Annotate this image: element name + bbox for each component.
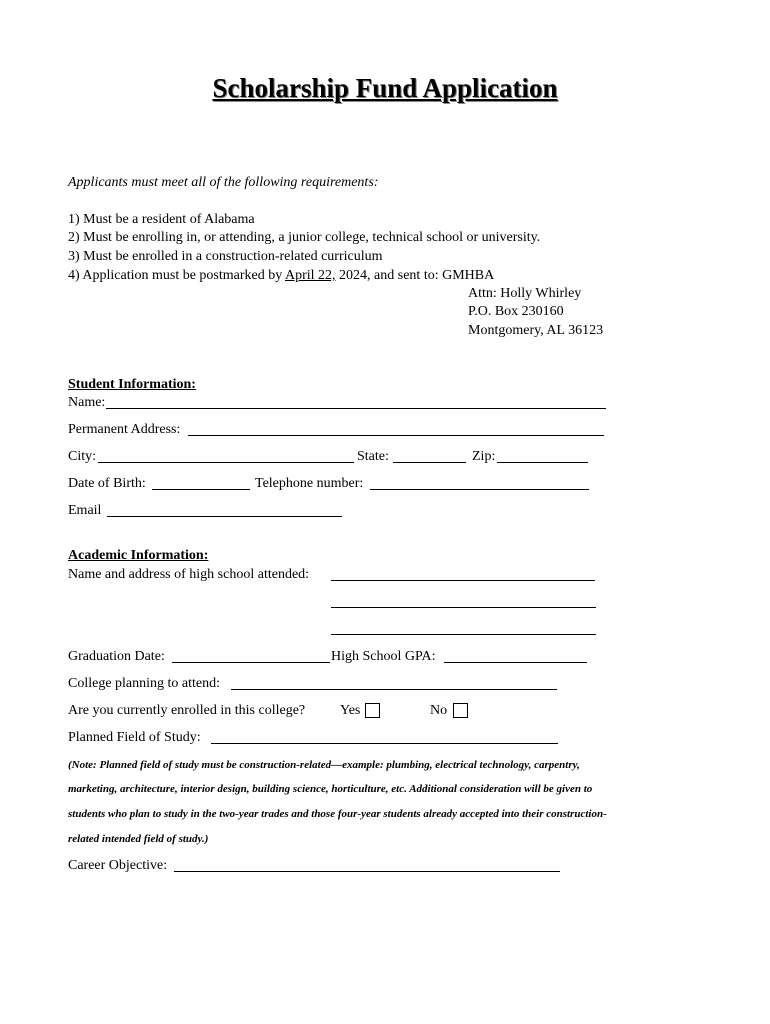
field-of-study-field[interactable] xyxy=(211,743,558,744)
email-field[interactable] xyxy=(107,516,342,517)
email-label: Email xyxy=(68,503,102,518)
zip-label: Zip: xyxy=(472,449,496,464)
deadline-date: April 22, xyxy=(284,268,336,283)
note-line-2: marketing, architecture, interior design, building science, horticulture, etc. Additional consideration will be given to xyxy=(68,783,593,795)
city-label: City: xyxy=(68,449,97,464)
high-school-label: Name and address of high school attended: xyxy=(68,567,310,582)
dob-field[interactable] xyxy=(152,489,250,490)
note-line-4: related intended field of study.) xyxy=(68,833,209,845)
high-school-field-line-1[interactable] xyxy=(331,580,595,581)
yes-checkbox[interactable] xyxy=(365,703,380,718)
permanent-address-label: Permanent Address: xyxy=(68,422,181,437)
name-field[interactable] xyxy=(106,408,606,409)
no-checkbox[interactable] xyxy=(453,703,468,718)
telephone-label: Telephone number: xyxy=(255,476,364,491)
high-school-field-line-3[interactable] xyxy=(331,634,596,635)
requirement-4 xyxy=(68,267,494,285)
student-info-heading: Student Information: xyxy=(68,377,196,392)
note-line-1: (Note: Planned field of study must be construction-related—example: plumbing, electrical technology, carpentry, xyxy=(68,759,580,771)
city-field[interactable] xyxy=(98,462,354,463)
name-label: Name: xyxy=(68,395,106,410)
requirement-4-prefix: 4) Application must be postmarked by xyxy=(68,268,285,283)
state-label: State: xyxy=(357,449,389,464)
requirements-intro: Applicants must meet all of the following requirements: xyxy=(68,175,379,190)
address-attn: Attn: Holly Whirley xyxy=(468,286,582,301)
career-objective-label: Career Objective: xyxy=(68,858,168,873)
dob-label: Date of Birth: xyxy=(68,476,146,491)
college-field[interactable] xyxy=(231,689,557,690)
state-field[interactable] xyxy=(393,462,466,463)
field-of-study-label: Planned Field of Study: xyxy=(68,730,201,745)
high-school-field-line-2[interactable] xyxy=(331,607,596,608)
academic-info-heading: Academic Information: xyxy=(68,548,209,563)
permanent-address-field[interactable] xyxy=(188,435,604,436)
address-po-box: P.O. Box 230160 xyxy=(468,304,564,319)
page-title: Scholarship Fund Application xyxy=(212,73,558,103)
note-line-3: students who plan to study in the two-year trades and those four-year students already accepted into their construction- xyxy=(68,808,607,820)
graduation-date-field[interactable] xyxy=(172,662,330,663)
college-label: College planning to attend: xyxy=(68,676,221,691)
zip-field[interactable] xyxy=(497,462,588,463)
gpa-field[interactable] xyxy=(444,662,587,663)
telephone-field[interactable] xyxy=(370,489,589,490)
address-city: Montgomery, AL 36123 xyxy=(468,323,604,338)
requirement-2: 2) Must be enrolling in, or attending, a junior college, technical school or university. xyxy=(68,230,541,245)
enrolled-question: Are you currently enrolled in this college? xyxy=(68,703,306,718)
requirement-4-suffix: 2024, and sent to: GMHBA xyxy=(335,268,495,283)
graduation-date-label: Graduation Date: xyxy=(68,649,165,664)
yes-label: Yes xyxy=(340,703,361,718)
no-label: No xyxy=(430,703,448,718)
requirement-1: 1) Must be a resident of Alabama xyxy=(68,212,255,227)
career-objective-field[interactable] xyxy=(174,871,560,872)
gpa-label: High School GPA: xyxy=(331,649,436,664)
requirement-3: 3) Must be enrolled in a construction-related curriculum xyxy=(68,249,383,264)
